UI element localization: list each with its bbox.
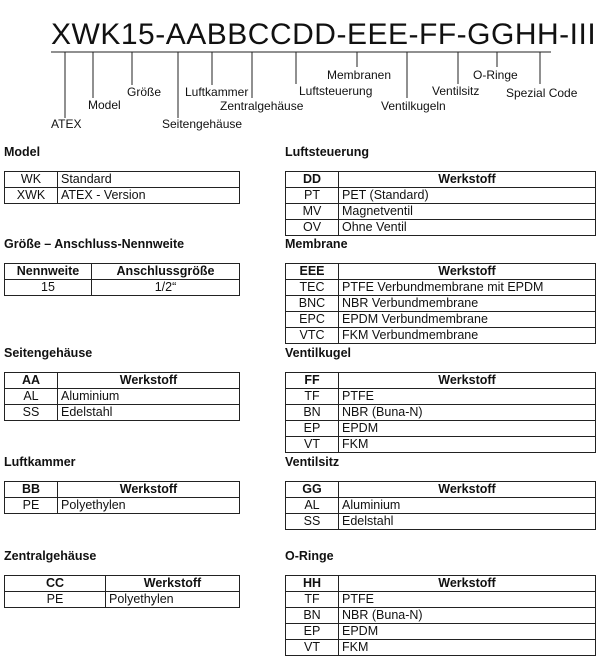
table-row (5, 405, 240, 421)
table-cell: BNC (286, 296, 339, 312)
table-header: HH (286, 576, 339, 592)
table-cell: BN (286, 608, 339, 624)
table-cell: Polyethylen (58, 498, 240, 514)
table-luftsteuerung (285, 171, 596, 236)
table-row (286, 280, 596, 296)
label-luftsteuerung: Luftsteuerung (299, 84, 373, 98)
code-iii: III (569, 18, 597, 51)
table-header: AA (5, 373, 58, 389)
table-cell: OV (286, 220, 339, 236)
table-cell: MV (286, 204, 339, 220)
table-row (286, 421, 596, 437)
table-model (4, 171, 240, 204)
table-row (5, 280, 240, 296)
code-bb: BB (206, 18, 248, 51)
table-header: Werkstoff (339, 373, 596, 389)
heading-seitengehaeuse: Seitengehäuse (4, 346, 93, 360)
table-header: CC (5, 576, 106, 592)
code-atex-model: XWK (51, 18, 121, 51)
label-groesse: Größe (127, 85, 162, 99)
table-cell: 15 (5, 280, 92, 296)
label-membranen: Membranen (327, 68, 392, 82)
heading-groesse: Größe – Anschluss-Nennweite (4, 237, 185, 251)
table-cell: BN (286, 405, 339, 421)
table-cell: PE (5, 498, 58, 514)
table-cell: PET (Standard) (339, 188, 596, 204)
table-cell: TF (286, 592, 339, 608)
code-dash: - (456, 18, 468, 51)
table-header-row (286, 172, 596, 188)
table-zentralgehaeuse (4, 575, 240, 608)
table-luftkammer (4, 481, 240, 514)
table-header-row (5, 482, 240, 498)
table-row (5, 188, 240, 204)
table-cell: FKM (339, 640, 596, 656)
table-header: Werkstoff (339, 482, 596, 498)
table-cell: EPDM Verbundmembrane (339, 312, 596, 328)
table-row (5, 172, 240, 188)
label-atex: ATEX (51, 117, 82, 131)
table-cell: EP (286, 624, 339, 640)
code-dash: - (155, 18, 166, 51)
code-dash: - (336, 18, 347, 51)
table-row (286, 296, 596, 312)
table-row (286, 328, 596, 344)
table-header-row (5, 576, 240, 592)
table-cell: PE (5, 592, 106, 608)
table-header: DD (286, 172, 339, 188)
table-row (286, 498, 596, 514)
table-row (286, 188, 596, 204)
table-cell: ATEX - Version (58, 188, 240, 204)
table-row (286, 640, 596, 656)
table-cell: NBR (Buna-N) (339, 405, 596, 421)
table-cell: NBR Verbundmembrane (339, 296, 596, 312)
table-cell: EPC (286, 312, 339, 328)
table-cell: PT (286, 188, 339, 204)
table-row (286, 514, 596, 530)
label-model: Model (88, 98, 121, 112)
table-cell: AL (5, 389, 58, 405)
table-cell: TF (286, 389, 339, 405)
table-cell: SS (5, 405, 58, 421)
table-cell: FKM (339, 437, 596, 453)
code-gg: GG (467, 18, 515, 51)
table-membrane (285, 263, 596, 344)
table-cell: Ohne Ventil (339, 220, 596, 236)
code-ff: FF (419, 18, 457, 51)
table-cell: Polyethylen (106, 592, 240, 608)
table-row (286, 312, 596, 328)
table-header: Werkstoff (58, 482, 240, 498)
heading-oringe: O-Ringe (285, 549, 334, 563)
heading-model: Model (4, 145, 41, 159)
table-row (286, 405, 596, 421)
table-header-row (286, 576, 596, 592)
table-cell: XWK (5, 188, 58, 204)
label-spezial-code: Spezial Code (506, 86, 578, 100)
label-oringe: O-Ringe (473, 68, 518, 82)
table-header: Werkstoff (58, 373, 240, 389)
label-luftkammer: Luftkammer (185, 85, 249, 99)
table-row (5, 498, 240, 514)
table-header: Werkstoff (339, 172, 596, 188)
table-cell: Edelstahl (58, 405, 240, 421)
table-header: Werkstoff (339, 576, 596, 592)
table-header: Werkstoff (106, 576, 240, 592)
table-header: BB (5, 482, 58, 498)
table-header: Werkstoff (339, 264, 596, 280)
table-row (286, 437, 596, 453)
table-row (286, 608, 596, 624)
table-header-row (286, 482, 596, 498)
table-seitengehaeuse (4, 372, 240, 421)
code-cc: CC (247, 18, 293, 51)
label-zentralgehaeuse: Zentralgehäuse (220, 99, 304, 113)
table-row (286, 220, 596, 236)
label-seitengehaeuse: Seitengehäuse (162, 117, 243, 131)
table-header: GG (286, 482, 339, 498)
table-cell: PTFE (339, 389, 596, 405)
code-eee: EEE (346, 18, 409, 51)
heading-zentralgehaeuse: Zentralgehäuse (4, 549, 97, 563)
heading-membrane: Membrane (285, 237, 348, 251)
table-header: EEE (286, 264, 339, 280)
table-row (5, 592, 240, 608)
table-cell: 1/2“ (92, 280, 240, 296)
table-ventilkugel (285, 372, 596, 453)
table-cell: Aluminium (339, 498, 596, 514)
table-header: FF (286, 373, 339, 389)
heading-ventilsitz: Ventilsitz (285, 455, 340, 469)
code-dash: - (408, 18, 419, 51)
table-header-row (286, 264, 596, 280)
table-row (5, 389, 240, 405)
table-cell: EPDM (339, 421, 596, 437)
table-row (286, 624, 596, 640)
table-header-row (5, 264, 240, 280)
code-dash: - (559, 18, 570, 51)
label-ventilsitz: Ventilsitz (432, 84, 480, 98)
table-row (286, 592, 596, 608)
table-cell: EPDM (339, 624, 596, 640)
table-cell: SS (286, 514, 339, 530)
table-cell: VT (286, 640, 339, 656)
table-row (286, 389, 596, 405)
table-cell: Aluminium (58, 389, 240, 405)
table-cell: Edelstahl (339, 514, 596, 530)
label-ventilkugeln: Ventilkugeln (381, 99, 446, 113)
code-hh: HH (514, 18, 560, 51)
code-aa: AA (165, 18, 207, 51)
table-header-row (286, 373, 596, 389)
table-header: Anschlussgröße (92, 264, 240, 280)
table-groesse (4, 263, 240, 296)
table-cell: EP (286, 421, 339, 437)
table-ventilsitz (285, 481, 596, 530)
table-cell: TEC (286, 280, 339, 296)
table-cell: PTFE (339, 592, 596, 608)
heading-ventilkugel: Ventilkugel (285, 346, 351, 360)
table-cell: Magnetventil (339, 204, 596, 220)
table-cell: WK (5, 172, 58, 188)
table-cell: NBR (Buna-N) (339, 608, 596, 624)
heading-luftsteuerung: Luftsteuerung (285, 145, 370, 159)
table-cell: PTFE Verbundmembrane mit EPDM (339, 280, 596, 296)
table-cell: AL (286, 498, 339, 514)
table-row (286, 204, 596, 220)
heading-luftkammer: Luftkammer (4, 455, 76, 469)
code-size: 15 (120, 18, 156, 51)
table-cell: VT (286, 437, 339, 453)
table-oringe (285, 575, 596, 656)
table-cell: Standard (58, 172, 240, 188)
table-cell: VTC (286, 328, 339, 344)
code-dd: DD (292, 18, 337, 51)
table-header-row (5, 373, 240, 389)
table-header: Nennweite (5, 264, 92, 280)
table-cell: FKM Verbundmembrane (339, 328, 596, 344)
